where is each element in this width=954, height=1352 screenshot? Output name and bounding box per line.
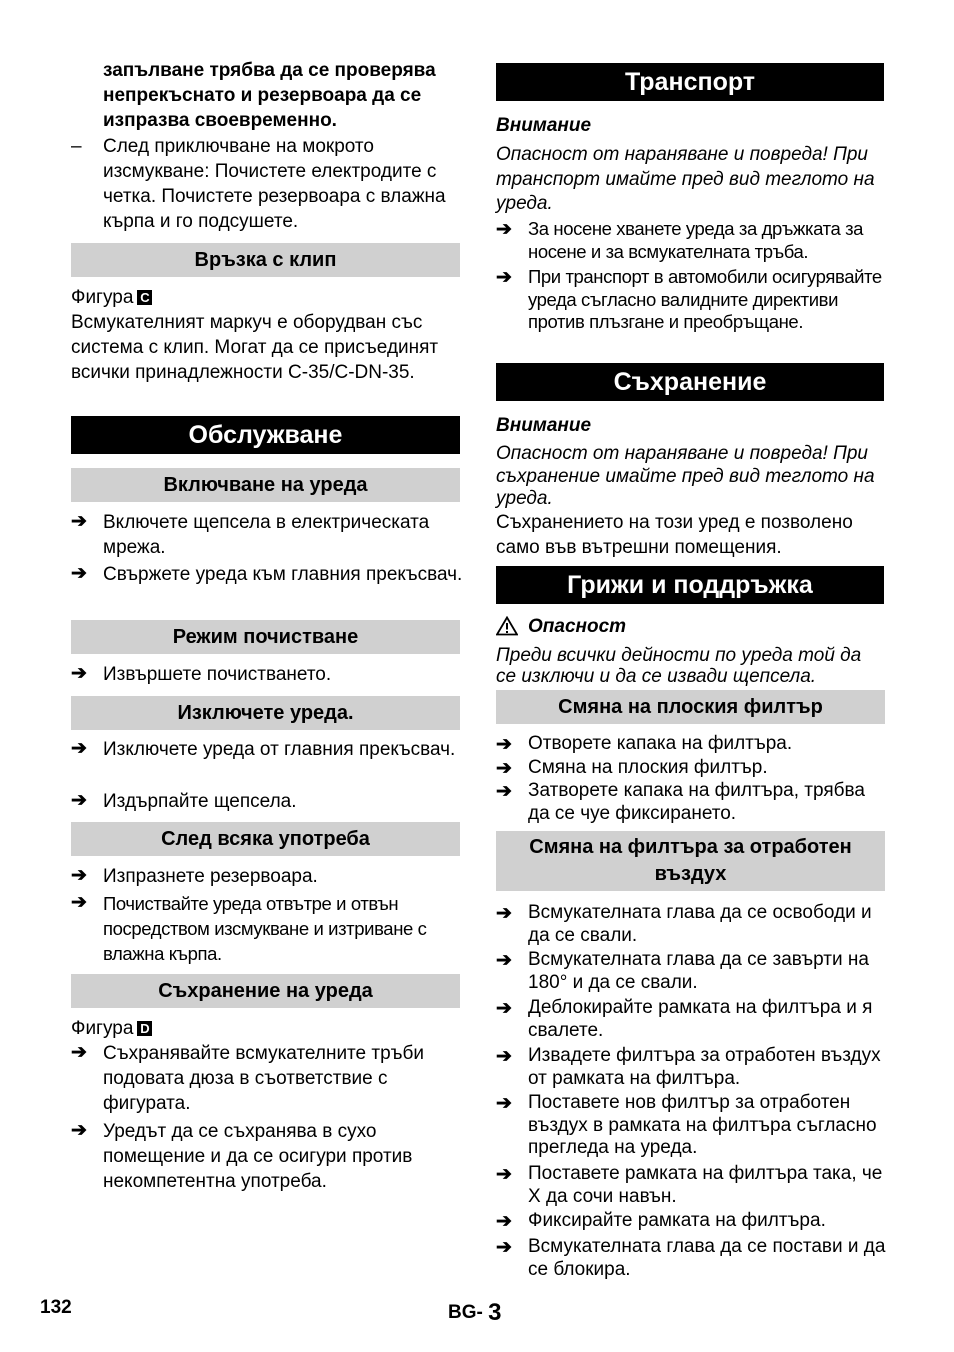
chapter-heading-storage: Съхранение [496,363,884,401]
chapter-heading-service: Обслужване [71,416,460,454]
danger-label: Опасност [528,616,627,637]
arrow-right-icon: ➔ [496,781,512,802]
chapter-heading-care: Грижи и поддръжка [496,566,884,604]
list-item [496,1092,886,1160]
arrow-right-icon: ➔ [71,663,87,684]
arrow-right-icon: ➔ [496,758,512,779]
arrow-right-icon: ➔ [71,511,87,532]
section-heading-switch-off: Изключете уреда. [71,696,460,730]
list-item [71,864,463,889]
list-item-text: Затворете капака на филтъра, трябва да се чуе фиксирането. [528,780,865,824]
list-item [71,891,463,966]
list-item-text: Всмукателната глава да се завърти на 180° и да се свали. [528,949,869,993]
arrow-right-icon: ➔ [496,1164,512,1185]
list-item-text: Поставете нов филтър за отработен въздух в рамката на филтъра съгласно прегледа на уреда. [528,1092,877,1158]
list-item [71,1119,463,1194]
figure-reference [71,285,463,310]
arrow-right-icon: ➔ [496,998,512,1019]
list-item-text: За носене хванете уреда за дръжката за носене и за всмукателната тръба. [528,218,864,262]
list-item-text: Изпразнете резервоара. [103,866,318,887]
danger-text: Преди всички дейности по уреда той да се изключи и да се извади щепсела. [496,645,862,687]
footer-label [448,1297,501,1325]
list-item [496,757,886,780]
danger-label-row [496,614,886,639]
section-heading-storage-device: Съхранение на уреда [71,974,460,1008]
arrow-right-icon: ➔ [496,950,512,971]
list-item-text: Извършете почистването. [103,664,332,685]
list-item [71,789,463,814]
clip-paragraph: Всмукателният маркуч е оборудван със система с клип. Могат да се присъединят всички принадлежности C-35/C-DN-35. [71,312,439,383]
list-item-text: Свържете уреда към главния прекъсвач. [103,564,463,585]
dash-list-item [71,134,463,234]
list-item-text: Смяна на плоския филтър. [528,757,768,778]
section-heading-exhaust-filter: Смяна на филтъра за отработен въздух [496,831,885,891]
list-item-text: Фиксирайте рамката на филтъра. [528,1210,826,1231]
list-item-text: Издърпайте щепсела. [103,791,297,812]
list-item [71,737,463,762]
figure-ref-box: C [137,290,152,305]
caution-text: Опасност от нараняване и повреда! При транспорт имайте пред вид теглото на уреда. [496,144,875,214]
arrow-right-icon: ➔ [71,1120,87,1141]
arrow-right-icon: ➔ [71,892,87,913]
arrow-right-icon: ➔ [496,1237,512,1258]
arrow-right-icon: ➔ [71,790,87,811]
list-item [496,997,886,1042]
section-heading-switch-on: Включване на уреда [71,468,460,502]
list-item-text: Деблокирайте рамката на филтъра и я свалете. [528,997,873,1041]
section-heading-cleaning-mode: Режим почистване [71,620,460,654]
list-item [496,949,886,994]
list-item [496,266,886,334]
caution-text: Опасност от нараняване и повреда! При съхранение имайте пред вид теглото на уреда. [496,443,875,509]
figure-label: Фигура [71,1018,134,1039]
arrow-right-icon: ➔ [71,563,87,584]
intro-bold-text: запълване трябва да се проверява непрекъснато и резервоара да се изпразва своевременно. [103,60,436,131]
list-item [496,902,886,947]
dash-marker: – [71,136,82,157]
warning-triangle-icon [496,616,518,636]
section-heading-flat-filter: Смяна на плоския филтър [496,690,885,724]
list-item [71,562,463,587]
figure-ref-box: D [137,1021,152,1036]
list-item-text: Отворете капака на филтъра. [528,733,793,754]
page-number: 132 [40,1297,72,1318]
arrow-right-icon: ➔ [496,1093,512,1114]
arrow-right-icon: ➔ [496,267,512,288]
list-item-text: При транспорт в автомобили осигурявайте уреда съгласно валидните директиви против плъзгане и преобръщане. [528,266,882,332]
footer-section-number: 3 [488,1299,502,1326]
chapter-heading-transport: Транспорт [496,63,884,101]
arrow-right-icon: ➔ [71,738,87,759]
list-item [496,1163,886,1208]
section-heading-clip: Връзка с клип [71,243,460,277]
list-item [71,662,463,687]
arrow-right-icon: ➔ [496,903,512,924]
arrow-right-icon: ➔ [71,1042,87,1063]
footer-lang: BG- [448,1302,483,1323]
dash-item-text: След приключване на мокрото изсмукване: Почистете електродите с четка. Почистете резервоара с влажна кърпа и го подсушете. [103,136,446,232]
arrow-right-icon: ➔ [496,1211,512,1232]
list-item-text: Поставете рамката на филтъра така, че Х да сочи навън. [528,1163,883,1207]
storage-paragraph: Съхранението на този уред е позволено само във вътрешни помещения. [496,512,853,558]
list-item [496,1045,886,1090]
list-item-text: Извадете филтъра за отработен въздух от рамката на филтъра. [528,1045,881,1089]
list-item [71,510,463,560]
list-item-text: Всмукателната глава да се освободи и да се свали. [528,902,872,946]
list-item [71,1041,463,1116]
arrow-right-icon: ➔ [496,734,512,755]
figure-label: Фигура [71,287,134,308]
list-item-text: Изключете уреда от главния прекъсвач. [103,739,456,760]
list-item [496,218,886,263]
arrow-right-icon: ➔ [71,865,87,886]
caution-label: Внимание [496,415,592,436]
figure-reference [71,1016,463,1041]
list-item [496,733,886,756]
list-item-text: Почиствайте уреда отвътре и отвън посредством изсмукване и изтриване с влажна кърпа. [103,893,427,964]
caution-label: Внимание [496,115,592,136]
list-item [496,1236,886,1281]
list-item-text: Съхранявайте всмукателните тръби подовата дюза в съответствие с фигурата. [103,1043,425,1114]
arrow-right-icon: ➔ [496,1046,512,1067]
arrow-right-icon: ➔ [496,219,512,240]
list-item-text: Всмукателната глава да се постави и да се блокира. [528,1236,886,1280]
list-item-text: Включете щепсела в електрическата мрежа. [103,512,430,558]
list-item [496,1210,886,1233]
list-item [496,780,886,825]
section-heading-after-use: След всяка употреба [71,822,460,856]
list-item-text: Уредът да се съхранява в сухо помещение и да се осигури против некомпетентна употреба. [103,1121,413,1192]
